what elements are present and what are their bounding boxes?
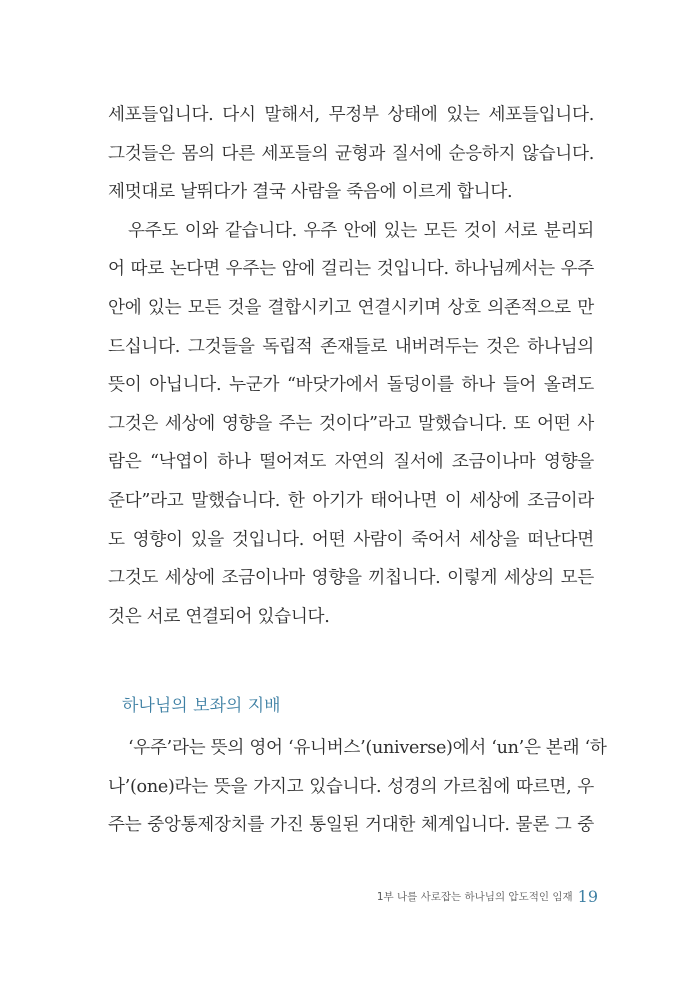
text-line: 그것들은 몸의 다른 세포들의 균형과 질서에 순응하지 않습니다. [108, 143, 594, 164]
running-title: 1부 나를 사로잡는 하나님의 압도적인 임재 [376, 891, 573, 903]
text-line: ‘우주’라는 뜻의 영어 ‘유니버스’(universe)에서 ‘un’은 본래 ‘하 [128, 738, 607, 758]
text-line: 안에 있는 모든 것을 결합시키고 연결시키며 상호 의존적으로 만 [108, 297, 594, 318]
text-line: 준다”라고 말했습니다. 한 아기가 태어나면 이 세상에 조금이라 [108, 490, 594, 511]
text-line: 드십니다. 그것들을 독립적 존재들로 내버려두는 것은 하나님의 [108, 336, 594, 357]
text-line: 뜻이 아닙니다. 누군가 “바닷가에서 돌덩이를 하나 들어 올려도 [108, 375, 594, 396]
text-line: 우주도 이와 같습니다. 우주 안에 있는 모든 것이 서로 분리되 [128, 220, 594, 241]
text-line: 주는 중앙통제장치를 가진 통일된 거대한 체계입니다. 물론 그 중 [108, 815, 594, 836]
text-line: 나’(one)라는 뜻을 가지고 있습니다. 성경의 가르침에 따르면, 우 [108, 776, 594, 797]
text-line: 도 영향이 있을 것입니다. 어떤 사람이 죽어서 세상을 떠난다면 [108, 529, 594, 550]
text-line: 그것도 세상에 조금이나마 영향을 끼칩니다. 이렇게 세상의 모든 [108, 568, 594, 589]
body-paragraphs [108, 96, 594, 636]
section-paragraph [108, 729, 607, 845]
page-footer [340, 886, 598, 910]
section-heading: 하나님의 보좌의 지배 [122, 696, 281, 716]
text-line: 그것은 세상에 영향을 주는 것이다”라고 말했습니다. 또 어떤 사 [108, 413, 594, 434]
text-line: 세포들입니다. 다시 말해서, 무정부 상태에 있는 세포들입니다. [108, 105, 594, 125]
text-line: 제멋대로 날뛰다가 결국 사람을 죽음에 이르게 합니다. [108, 182, 513, 203]
page-number: 19 [577, 887, 598, 906]
text-line: 람은 “낙엽이 하나 떨어져도 자연의 질서에 조금이나마 영향을 [108, 452, 594, 473]
text-line: 어 따로 논다면 우주는 암에 걸리는 것입니다. 하나님께서는 우주 [108, 259, 594, 280]
text-line: 것은 서로 연결되어 있습니다. [108, 606, 330, 627]
